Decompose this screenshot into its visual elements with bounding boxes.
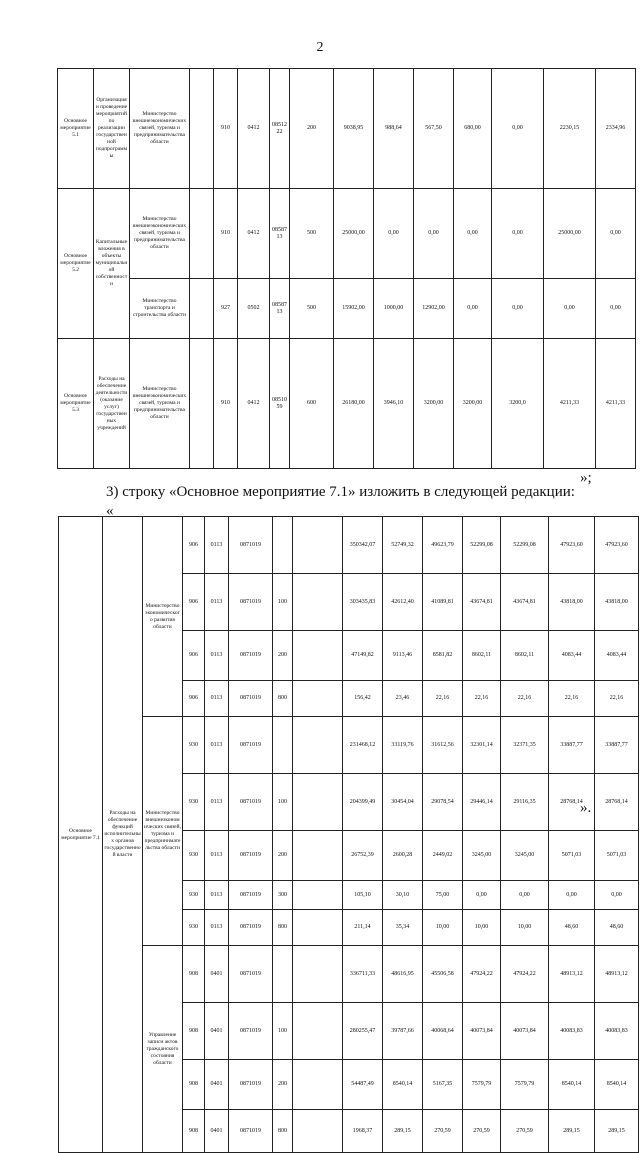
value-cell: 8540,14 bbox=[383, 1060, 423, 1110]
spacer-cell bbox=[293, 831, 343, 881]
value-cell: 9113,46 bbox=[383, 631, 423, 681]
value-cell: 0871019 bbox=[229, 517, 273, 574]
value-cell: 26752,39 bbox=[343, 831, 383, 881]
value-cell: 908 bbox=[183, 1060, 205, 1110]
value-cell: 0,00 bbox=[454, 279, 492, 339]
value-cell: 47149,82 bbox=[343, 631, 383, 681]
value-cell: 100 bbox=[273, 774, 293, 831]
value-cell: 800 bbox=[273, 681, 293, 717]
value-cell: 0,00 bbox=[454, 189, 492, 279]
value-cell bbox=[273, 717, 293, 774]
value-cell: 0113 bbox=[205, 831, 229, 881]
value-cell: 2230,15 bbox=[544, 69, 596, 189]
value-cell: 927 bbox=[214, 279, 238, 339]
value-cell: 22,16 bbox=[501, 681, 549, 717]
value-cell: 30,10 bbox=[383, 881, 423, 910]
value-cell: 500 bbox=[290, 279, 334, 339]
value-cell: 930 bbox=[183, 910, 205, 946]
spacer-cell bbox=[293, 517, 343, 574]
value-cell: 52749,32 bbox=[383, 517, 423, 574]
value-cell: 908 bbox=[183, 946, 205, 1003]
value-cell: 0113 bbox=[205, 574, 229, 631]
value-cell: 0113 bbox=[205, 517, 229, 574]
value-cell: 75,00 bbox=[423, 881, 463, 910]
value-cell: 300 bbox=[273, 881, 293, 910]
value-cell: 0858713 bbox=[270, 189, 290, 279]
value-cell: 0,00 bbox=[414, 189, 454, 279]
value-cell: 0,00 bbox=[492, 189, 544, 279]
value-cell: 4211,33 bbox=[544, 339, 596, 469]
value-cell: 47924,22 bbox=[463, 946, 501, 1003]
value-cell: 231468,12 bbox=[343, 717, 383, 774]
value-cell: 30454,04 bbox=[383, 774, 423, 831]
value-cell: 0,00 bbox=[549, 881, 595, 910]
value-cell: 25000,00 bbox=[544, 189, 596, 279]
value-cell: 2600,28 bbox=[383, 831, 423, 881]
value-cell: 9038,95 bbox=[334, 69, 374, 189]
value-cell: 0871019 bbox=[229, 631, 273, 681]
spacer-cell bbox=[190, 339, 214, 469]
value-cell: 0113 bbox=[205, 774, 229, 831]
value-cell: 0,00 bbox=[501, 881, 549, 910]
value-cell: 908 bbox=[183, 1003, 205, 1060]
value-cell: 10,00 bbox=[423, 910, 463, 946]
spacer-cell bbox=[293, 881, 343, 910]
value-cell: 22,16 bbox=[423, 681, 463, 717]
value-cell: 0412 bbox=[238, 69, 270, 189]
value-cell: 8602,11 bbox=[501, 631, 549, 681]
spacer-cell bbox=[293, 946, 343, 1003]
value-cell: 0401 bbox=[205, 1060, 229, 1110]
value-cell: 43674,81 bbox=[463, 574, 501, 631]
value-cell: 930 bbox=[183, 881, 205, 910]
value-cell: 100 bbox=[273, 1003, 293, 1060]
value-cell: 4211,33 bbox=[596, 339, 636, 469]
value-cell bbox=[273, 517, 293, 574]
value-cell: 0,00 bbox=[596, 189, 636, 279]
value-cell: 910 bbox=[214, 189, 238, 279]
value-cell: 4083,44 bbox=[595, 631, 639, 681]
spacer-cell bbox=[293, 1060, 343, 1110]
value-cell: 5071,03 bbox=[549, 831, 595, 881]
table-row bbox=[59, 517, 639, 574]
value-cell: 0871019 bbox=[229, 1060, 273, 1110]
value-cell bbox=[273, 946, 293, 1003]
spacer-cell bbox=[293, 717, 343, 774]
value-cell: 40073,84 bbox=[501, 1003, 549, 1060]
closing-quote-1: »; bbox=[580, 470, 592, 486]
value-cell: 0,00 bbox=[596, 279, 636, 339]
value-cell: 289,15 bbox=[549, 1110, 595, 1153]
value-cell: 48913,12 bbox=[549, 946, 595, 1003]
value-cell: 3200,0 bbox=[492, 339, 544, 469]
opening-quote: « bbox=[106, 503, 114, 519]
value-cell: 35,34 bbox=[383, 910, 423, 946]
value-cell: 270,59 bbox=[501, 1110, 549, 1153]
value-cell: 270,59 bbox=[463, 1110, 501, 1153]
section-heading: 3) строку «Основное мероприятие 7.1» изложить в следующей редакции: bbox=[106, 484, 575, 500]
executor-cell: Министерство транспорта и строительства области bbox=[130, 279, 190, 339]
value-cell: 906 bbox=[183, 574, 205, 631]
value-cell: 25000,00 bbox=[334, 189, 374, 279]
value-cell: 200 bbox=[273, 831, 293, 881]
page-number: 2 bbox=[316, 40, 324, 55]
spacer-cell bbox=[293, 574, 343, 631]
value-cell: 500 bbox=[290, 189, 334, 279]
value-cell: 930 bbox=[183, 717, 205, 774]
value-cell: 906 bbox=[183, 631, 205, 681]
value-cell: 7579,79 bbox=[463, 1060, 501, 1110]
table-lower bbox=[58, 516, 639, 1153]
value-cell: 43674,81 bbox=[501, 574, 549, 631]
value-cell: 48,60 bbox=[595, 910, 639, 946]
value-cell: 0871019 bbox=[229, 574, 273, 631]
table-row bbox=[59, 717, 639, 774]
spacer-cell bbox=[293, 1003, 343, 1060]
value-cell: 567,50 bbox=[414, 69, 454, 189]
value-cell: 49623,79 bbox=[423, 517, 463, 574]
value-cell: 5167,35 bbox=[423, 1060, 463, 1110]
value-cell: 908 bbox=[183, 1110, 205, 1153]
value-cell: 0502 bbox=[238, 279, 270, 339]
value-cell: 0851059 bbox=[270, 339, 290, 469]
value-cell: 0871019 bbox=[229, 910, 273, 946]
value-cell: 910 bbox=[214, 69, 238, 189]
value-cell: 350342,07 bbox=[343, 517, 383, 574]
row-desc-cell: Капитальные вложения в объекты муниципальной собственности bbox=[94, 189, 130, 339]
value-cell: 270,59 bbox=[423, 1110, 463, 1153]
value-cell: 33119,76 bbox=[383, 717, 423, 774]
value-cell: 8602,11 bbox=[463, 631, 501, 681]
spacer-cell bbox=[293, 631, 343, 681]
value-cell: 42612,40 bbox=[383, 574, 423, 631]
table-upper bbox=[57, 68, 636, 469]
value-cell: 39787,66 bbox=[383, 1003, 423, 1060]
value-cell: 303435,83 bbox=[343, 574, 383, 631]
row-name-cell: Основное мероприятие 5.2 bbox=[58, 189, 94, 339]
value-cell: 0858713 bbox=[270, 279, 290, 339]
value-cell: 32371,35 bbox=[501, 717, 549, 774]
value-cell: 211,14 bbox=[343, 910, 383, 946]
value-cell: 200 bbox=[290, 69, 334, 189]
executor-cell: Министерство внешнеэкономических связей, туризма и предпринимательства области bbox=[130, 339, 190, 469]
value-cell: 0871019 bbox=[229, 1003, 273, 1060]
executor-cell: Министерство внешнеэкономических связей, туризма и предпринимательства области bbox=[130, 69, 190, 189]
value-cell: 40068,64 bbox=[423, 1003, 463, 1060]
spacer-cell bbox=[293, 1110, 343, 1153]
value-cell: 930 bbox=[183, 774, 205, 831]
executor-cell: Управление записи актов гражданского состояния области bbox=[143, 946, 183, 1153]
value-cell: 47924,22 bbox=[501, 946, 549, 1003]
spacer-cell bbox=[190, 189, 214, 279]
value-cell: 48616,95 bbox=[383, 946, 423, 1003]
value-cell: 5071,03 bbox=[595, 831, 639, 881]
value-cell: 52299,08 bbox=[463, 517, 501, 574]
value-cell: 0401 bbox=[205, 1110, 229, 1153]
value-cell: 40083,83 bbox=[595, 1003, 639, 1060]
row-name-cell: Основное мероприятие 5.3 bbox=[58, 339, 94, 469]
value-cell: 289,15 bbox=[595, 1110, 639, 1153]
value-cell: 0,00 bbox=[492, 69, 544, 189]
value-cell: 0,00 bbox=[463, 881, 501, 910]
value-cell: 0401 bbox=[205, 1003, 229, 1060]
row-name-cell: Основное мероприятие 7.1 bbox=[59, 517, 103, 1153]
value-cell: 680,00 bbox=[454, 69, 492, 189]
table-row bbox=[59, 946, 639, 1003]
value-cell: 33887,77 bbox=[549, 717, 595, 774]
value-cell: 31612,56 bbox=[423, 717, 463, 774]
value-cell: 910 bbox=[214, 339, 238, 469]
value-cell: 0113 bbox=[205, 881, 229, 910]
spacer-cell bbox=[293, 910, 343, 946]
value-cell: 0871019 bbox=[229, 881, 273, 910]
row-desc-cell: Расходы на обеспечение деятельности (оказание услуг) государственных учреждений bbox=[94, 339, 130, 469]
value-cell: 0113 bbox=[205, 681, 229, 717]
value-cell: 12902,00 bbox=[414, 279, 454, 339]
value-cell: 43818,00 bbox=[595, 574, 639, 631]
value-cell: 100 bbox=[273, 574, 293, 631]
value-cell: 3946,10 bbox=[374, 339, 414, 469]
executor-cell: Министерство внешнеэкономических связей, туризма и предпринимательства области bbox=[130, 189, 190, 279]
value-cell: 200 bbox=[273, 1060, 293, 1110]
value-cell: 47923,60 bbox=[595, 517, 639, 574]
value-cell: 906 bbox=[183, 517, 205, 574]
value-cell: 54487,49 bbox=[343, 1060, 383, 1110]
value-cell: 600 bbox=[290, 339, 334, 469]
value-cell: 40073,84 bbox=[463, 1003, 501, 1060]
value-cell: 930 bbox=[183, 831, 205, 881]
table-row bbox=[58, 69, 636, 189]
value-cell: 32301,14 bbox=[463, 717, 501, 774]
value-cell: 26180,00 bbox=[334, 339, 374, 469]
value-cell: 105,10 bbox=[343, 881, 383, 910]
spacer-cell bbox=[190, 69, 214, 189]
row-name-cell: Основное мероприятие 5.1 bbox=[58, 69, 94, 189]
value-cell: 10,00 bbox=[501, 910, 549, 946]
spacer-cell bbox=[293, 681, 343, 717]
value-cell: 48,60 bbox=[549, 910, 595, 946]
value-cell: 8540,14 bbox=[595, 1060, 639, 1110]
value-cell: 41089,81 bbox=[423, 574, 463, 631]
value-cell: 280255,47 bbox=[343, 1003, 383, 1060]
value-cell: 336711,33 bbox=[343, 946, 383, 1003]
value-cell: 3200,00 bbox=[414, 339, 454, 469]
value-cell: 2449,02 bbox=[423, 831, 463, 881]
value-cell: 1968,37 bbox=[343, 1110, 383, 1153]
value-cell: 0412 bbox=[238, 339, 270, 469]
value-cell: 15902,00 bbox=[334, 279, 374, 339]
value-cell: 800 bbox=[273, 1110, 293, 1153]
value-cell: 0871019 bbox=[229, 831, 273, 881]
executor-cell: Министерство экономического развития области bbox=[143, 517, 183, 717]
value-cell: 2334,96 bbox=[596, 69, 636, 189]
value-cell: 33887,77 bbox=[595, 717, 639, 774]
value-cell: 1000,00 bbox=[374, 279, 414, 339]
value-cell: 7579,79 bbox=[501, 1060, 549, 1110]
table-row bbox=[58, 279, 636, 339]
value-cell: 0113 bbox=[205, 631, 229, 681]
value-cell: 45506,58 bbox=[423, 946, 463, 1003]
value-cell: 10,00 bbox=[463, 910, 501, 946]
value-cell: 0851222 bbox=[270, 69, 290, 189]
value-cell: 3245,00 bbox=[463, 831, 501, 881]
value-cell: 289,15 bbox=[383, 1110, 423, 1153]
value-cell: 43818,00 bbox=[549, 574, 595, 631]
value-cell: 29116,35 bbox=[501, 774, 549, 831]
value-cell: 0,00 bbox=[492, 279, 544, 339]
value-cell: 0401 bbox=[205, 946, 229, 1003]
value-cell: 988,64 bbox=[374, 69, 414, 189]
closing-quote-2: ». bbox=[580, 800, 592, 816]
value-cell: 800 bbox=[273, 910, 293, 946]
row-desc-cell: Расходы на обеспечение функций исполнительных органов государственной власти bbox=[103, 517, 143, 1153]
value-cell: 156,42 bbox=[343, 681, 383, 717]
value-cell: 906 bbox=[183, 681, 205, 717]
spacer-cell bbox=[190, 279, 214, 339]
table-row bbox=[58, 339, 636, 469]
value-cell: 204399,49 bbox=[343, 774, 383, 831]
value-cell: 47923,60 bbox=[549, 517, 595, 574]
value-cell: 4083,44 bbox=[549, 631, 595, 681]
value-cell: 200 bbox=[273, 631, 293, 681]
value-cell: 0871019 bbox=[229, 1110, 273, 1153]
value-cell: 0871019 bbox=[229, 681, 273, 717]
value-cell: 0,00 bbox=[595, 881, 639, 910]
value-cell: 28768,14 bbox=[595, 774, 639, 831]
value-cell: 0113 bbox=[205, 910, 229, 946]
value-cell: 48913,12 bbox=[595, 946, 639, 1003]
value-cell: 22,16 bbox=[595, 681, 639, 717]
value-cell: 40083,83 bbox=[549, 1003, 595, 1060]
spacer-cell bbox=[293, 774, 343, 831]
value-cell: 0871019 bbox=[229, 774, 273, 831]
value-cell: 8581,82 bbox=[423, 631, 463, 681]
value-cell: 0871019 bbox=[229, 717, 273, 774]
value-cell: 23,46 bbox=[383, 681, 423, 717]
value-cell: 0113 bbox=[205, 717, 229, 774]
value-cell: 29446,14 bbox=[463, 774, 501, 831]
value-cell: 0871019 bbox=[229, 946, 273, 1003]
value-cell: 22,16 bbox=[463, 681, 501, 717]
table-row bbox=[58, 189, 636, 279]
value-cell: 52299,08 bbox=[501, 517, 549, 574]
value-cell: 0412 bbox=[238, 189, 270, 279]
value-cell: 3200,00 bbox=[454, 339, 492, 469]
value-cell: 29078,54 bbox=[423, 774, 463, 831]
value-cell: 3245,00 bbox=[501, 831, 549, 881]
value-cell: 28768,14 bbox=[549, 774, 595, 831]
row-desc-cell: Организация и проведение мероприятий по реализации государственной подпрограммы bbox=[94, 69, 130, 189]
value-cell: 8540,14 bbox=[549, 1060, 595, 1110]
value-cell: 22,16 bbox=[549, 681, 595, 717]
executor-cell: Министерство внешнеэкономических связей, туризма и предпринимательства области bbox=[143, 717, 183, 946]
value-cell: 0,00 bbox=[374, 189, 414, 279]
value-cell: 0,00 bbox=[544, 279, 596, 339]
